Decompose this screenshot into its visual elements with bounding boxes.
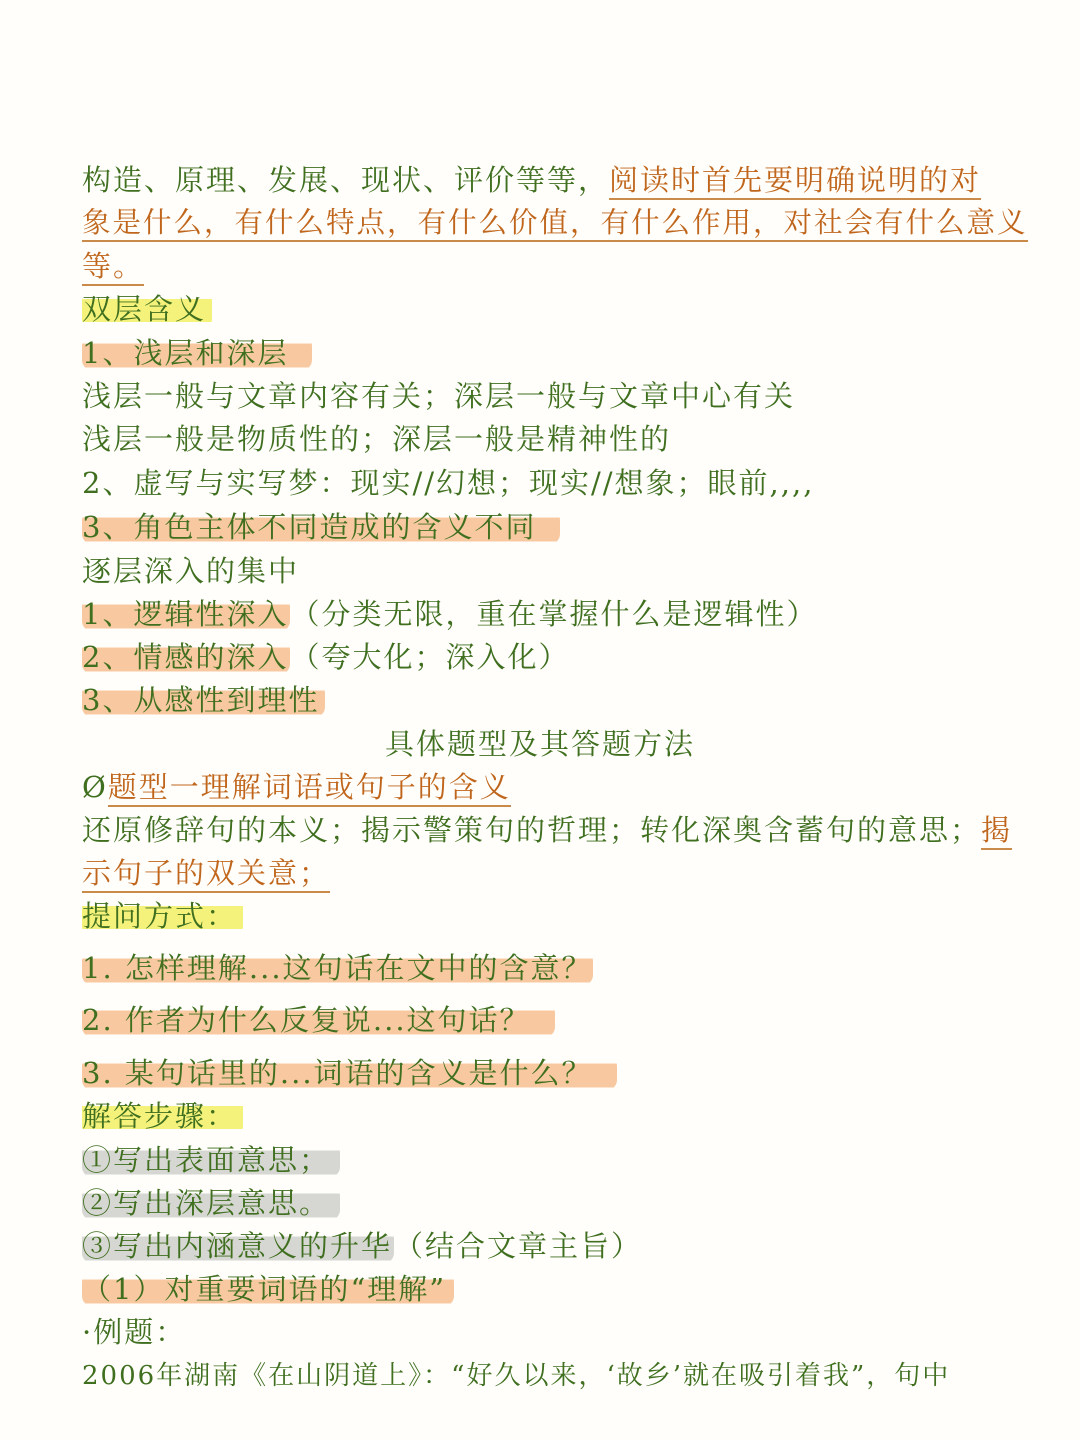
highlighted-question: 1. 怎样理解...这句话在文中的含意？ (82, 951, 593, 985)
highlighted-subheading: 3、从感性到理性 (82, 683, 325, 717)
text-segment: 构造、原理、发展、现状、评价等等， (82, 163, 610, 197)
underlined-text: 等。 (82, 249, 144, 286)
text-line (82, 203, 1028, 243)
text-segment: （夸大化；深入化） (290, 640, 570, 674)
step-item (82, 1183, 340, 1223)
question-item (82, 948, 593, 988)
underlined-heading: 题型一理解词语或句子的含义 (108, 770, 511, 807)
bullet-icon: Ø (82, 770, 108, 804)
underlined-text: 揭 (981, 813, 1012, 850)
text-line (82, 637, 569, 677)
question-item (82, 1053, 617, 1093)
text-segment: （分类无限，重在掌握什么是逻辑性） (290, 597, 818, 631)
text-segment: 还原修辞句的本义；揭示警策句的哲理；转化深奥含蓄句的意思； (82, 813, 982, 847)
highlighted-heading: 解答步骤： (82, 1099, 243, 1133)
highlighted-heading: 提问方式： (82, 899, 243, 933)
text-line (82, 853, 330, 893)
highlighted-step: ②写出深层意思。 (82, 1186, 340, 1220)
highlighted-step: ①写出表面意思； (82, 1143, 340, 1177)
highlighted-subheading: 3、角色主体不同造成的含义不同 (82, 510, 560, 544)
step-item (82, 1140, 340, 1180)
subheading (82, 1269, 454, 1309)
section-heading (82, 1096, 243, 1136)
highlighted-step: ③写出内涵意义的升华 (82, 1229, 393, 1263)
text-line (82, 246, 144, 286)
highlighted-subheading: 1、逻辑性深入 (82, 597, 289, 631)
subheading (82, 333, 312, 373)
underlined-text: 象是什么，有什么特点，有什么价值，有什么作用，对社会有什么意义 (82, 206, 1028, 242)
text-line: 浅层一般与文章内容有关；深层一般与文章中心有关 (82, 379, 796, 413)
text-line: 浅层一般是物质性的；深层一般是精神性的 (82, 422, 672, 456)
highlighted-subheading: 2、情感的深入 (82, 640, 289, 674)
highlighted-subheading: （1）对重要词语的“理解” (82, 1272, 454, 1306)
text-line: ·例题： (82, 1315, 187, 1349)
question-item (82, 1000, 555, 1040)
section-heading: 逐层深入的集中 (82, 554, 300, 588)
step-item (82, 1226, 642, 1266)
section-heading (82, 289, 212, 329)
highlighted-question: 3. 某句话里的...词语的含义是什么？ (82, 1056, 617, 1090)
highlighted-question: 2. 作者为什么反复说...这句话？ (82, 1003, 555, 1037)
text-line (82, 160, 981, 200)
text-segment: （结合文章主旨） (394, 1229, 643, 1263)
highlighted-heading: 双层含义 (82, 292, 212, 326)
underlined-text: 阅读时首先要明确说明的对 (609, 163, 981, 200)
text-line (82, 594, 817, 634)
text-line (82, 810, 1012, 850)
underlined-text: 示句子的双关意； (82, 856, 330, 893)
subheading (82, 507, 560, 547)
text-line: 2、虚写与实写梦：现实//幻想；现实//想象；眼前,,,, (82, 466, 815, 500)
subheading (82, 680, 325, 720)
text-line (82, 767, 511, 807)
highlighted-subheading: 1、浅层和深层 (82, 336, 312, 370)
section-heading (82, 896, 243, 936)
text-line: 2006年湖南《在山阴道上》：“好久以来，‘故乡’就在吸引着我”，句中 (82, 1361, 951, 1391)
centered-title: 具体题型及其答题方法 (384, 727, 695, 761)
